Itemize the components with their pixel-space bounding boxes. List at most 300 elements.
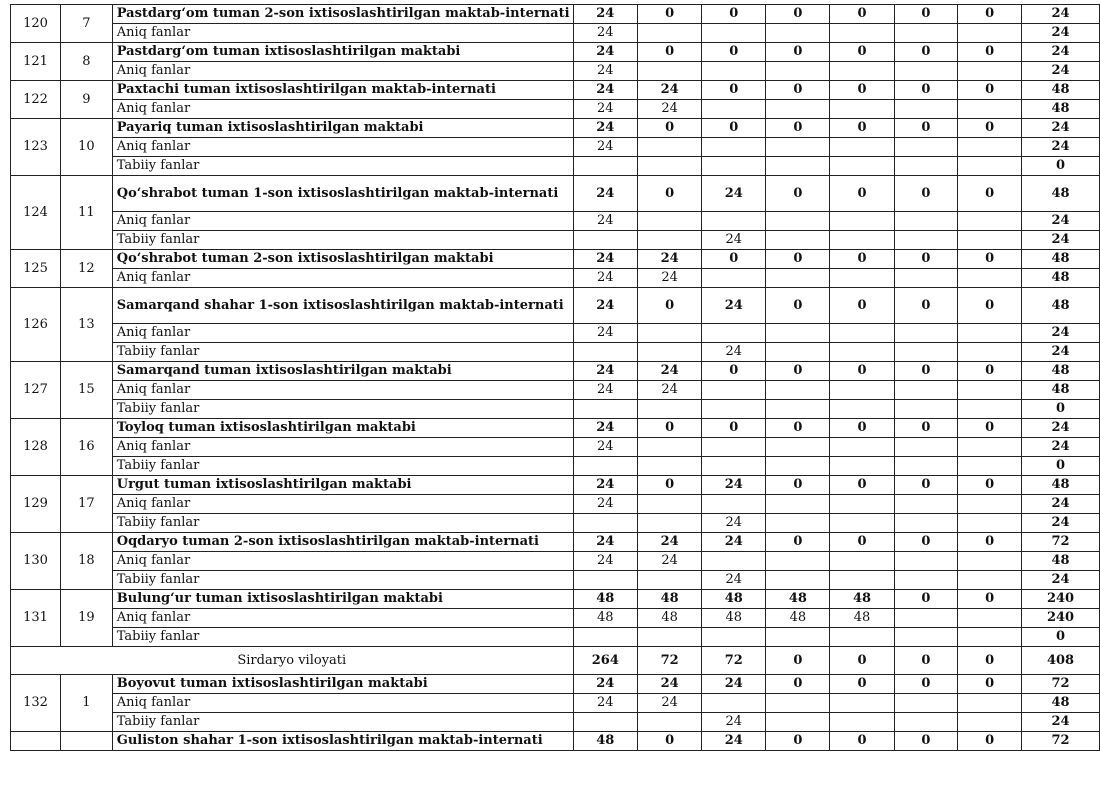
value-cell: 0 bbox=[1022, 457, 1100, 476]
value-cell: 48 bbox=[638, 590, 702, 609]
value-cell bbox=[830, 269, 894, 288]
value-cell: 0 bbox=[894, 362, 958, 381]
value-cell: 0 bbox=[830, 362, 894, 381]
value-cell bbox=[894, 212, 958, 231]
school-name: Guliston shahar 1-son ixtisoslashtirilgan maktab-internati bbox=[112, 732, 573, 751]
value-cell: 0 bbox=[830, 119, 894, 138]
row-sub-number: 19 bbox=[61, 590, 113, 647]
value-cell: 24 bbox=[1022, 495, 1100, 514]
value-cell: 0 bbox=[766, 362, 830, 381]
value-cell bbox=[766, 324, 830, 343]
school-name: Oqdaryo tuman 2-son ixtisoslashtirilgan maktab-internati bbox=[112, 533, 573, 552]
value-cell: 0 bbox=[702, 119, 766, 138]
value-cell: 48 bbox=[1022, 476, 1100, 495]
value-cell: 48 bbox=[830, 609, 894, 628]
value-cell bbox=[894, 713, 958, 732]
value-cell: 24 bbox=[638, 552, 702, 571]
row-sub-number: 17 bbox=[61, 476, 113, 533]
school-name: Payariq tuman ixtisoslashtirilgan maktabi bbox=[112, 119, 573, 138]
value-cell bbox=[638, 628, 702, 647]
detail-label: Tabiiy fanlar bbox=[112, 571, 573, 590]
value-cell: 24 bbox=[573, 495, 638, 514]
value-cell: 0 bbox=[702, 250, 766, 269]
value-cell: 24 bbox=[573, 675, 638, 694]
region-value-cell: 72 bbox=[638, 647, 702, 675]
detail-row bbox=[11, 694, 1100, 713]
value-cell bbox=[894, 400, 958, 419]
detail-label: Tabiiy fanlar bbox=[112, 628, 573, 647]
value-cell bbox=[958, 324, 1022, 343]
region-summary-row bbox=[11, 647, 1100, 675]
school-row bbox=[11, 250, 1100, 269]
value-cell bbox=[638, 157, 702, 176]
value-cell: 24 bbox=[573, 694, 638, 713]
value-cell: 0 bbox=[958, 533, 1022, 552]
value-cell bbox=[830, 457, 894, 476]
value-cell bbox=[830, 212, 894, 231]
school-name: Paxtachi tuman ixtisoslashtirilgan maktab-internati bbox=[112, 81, 573, 100]
value-cell bbox=[958, 157, 1022, 176]
value-cell: 24 bbox=[573, 81, 638, 100]
detail-label: Aniq fanlar bbox=[112, 324, 573, 343]
value-cell: 0 bbox=[702, 43, 766, 62]
value-cell: 24 bbox=[573, 43, 638, 62]
table-body bbox=[11, 5, 1100, 751]
row-number: 129 bbox=[11, 476, 61, 533]
detail-label: Aniq fanlar bbox=[112, 609, 573, 628]
value-cell bbox=[766, 269, 830, 288]
value-cell: 24 bbox=[573, 362, 638, 381]
schools-table bbox=[10, 4, 1100, 751]
value-cell: 0 bbox=[894, 590, 958, 609]
value-cell: 24 bbox=[1022, 713, 1100, 732]
value-cell bbox=[894, 381, 958, 400]
value-cell: 0 bbox=[766, 43, 830, 62]
detail-label: Aniq fanlar bbox=[112, 495, 573, 514]
value-cell: 0 bbox=[638, 732, 702, 751]
detail-row bbox=[11, 100, 1100, 119]
value-cell: 0 bbox=[766, 288, 830, 324]
value-cell bbox=[702, 495, 766, 514]
value-cell: 24 bbox=[1022, 438, 1100, 457]
value-cell bbox=[830, 438, 894, 457]
value-cell: 24 bbox=[573, 552, 638, 571]
row-sub-number bbox=[61, 732, 113, 751]
value-cell bbox=[830, 381, 894, 400]
value-cell: 48 bbox=[1022, 552, 1100, 571]
value-cell: 0 bbox=[958, 119, 1022, 138]
value-cell: 48 bbox=[638, 609, 702, 628]
value-cell: 24 bbox=[702, 476, 766, 495]
detail-label: Tabiiy fanlar bbox=[112, 231, 573, 250]
value-cell bbox=[894, 694, 958, 713]
value-cell: 24 bbox=[1022, 343, 1100, 362]
value-cell: 24 bbox=[573, 119, 638, 138]
school-row bbox=[11, 590, 1100, 609]
value-cell bbox=[894, 269, 958, 288]
value-cell bbox=[638, 457, 702, 476]
value-cell: 24 bbox=[702, 288, 766, 324]
value-cell bbox=[766, 400, 830, 419]
value-cell: 0 bbox=[830, 419, 894, 438]
value-cell: 0 bbox=[894, 119, 958, 138]
value-cell bbox=[638, 713, 702, 732]
region-value-cell: 0 bbox=[830, 647, 894, 675]
value-cell bbox=[894, 62, 958, 81]
value-cell bbox=[958, 495, 1022, 514]
value-cell bbox=[638, 343, 702, 362]
value-cell bbox=[766, 62, 830, 81]
value-cell: 48 bbox=[573, 732, 638, 751]
value-cell: 24 bbox=[573, 138, 638, 157]
value-cell: 24 bbox=[638, 675, 702, 694]
value-cell: 0 bbox=[1022, 157, 1100, 176]
row-number: 126 bbox=[11, 288, 61, 362]
detail-row bbox=[11, 324, 1100, 343]
value-cell bbox=[894, 609, 958, 628]
row-sub-number: 9 bbox=[61, 81, 113, 119]
value-cell: 0 bbox=[894, 732, 958, 751]
value-cell bbox=[702, 552, 766, 571]
value-cell bbox=[830, 514, 894, 533]
value-cell bbox=[830, 24, 894, 43]
value-cell: 24 bbox=[573, 476, 638, 495]
value-cell bbox=[702, 694, 766, 713]
value-cell: 48 bbox=[702, 609, 766, 628]
value-cell: 0 bbox=[638, 288, 702, 324]
value-cell: 0 bbox=[766, 476, 830, 495]
value-cell: 24 bbox=[573, 269, 638, 288]
value-cell: 0 bbox=[1022, 400, 1100, 419]
value-cell bbox=[894, 231, 958, 250]
detail-label: Aniq fanlar bbox=[112, 138, 573, 157]
school-name: Qo‘shrabot tuman 1-son ixtisoslashtirilgan maktab-internati bbox=[112, 176, 573, 212]
detail-row bbox=[11, 212, 1100, 231]
value-cell bbox=[702, 628, 766, 647]
value-cell: 0 bbox=[766, 176, 830, 212]
detail-label: Tabiiy fanlar bbox=[112, 514, 573, 533]
detail-row bbox=[11, 269, 1100, 288]
value-cell bbox=[894, 571, 958, 590]
value-cell bbox=[894, 438, 958, 457]
school-name: Pastdarg‘om tuman 2-son ixtisoslashtirilgan maktab-internati bbox=[112, 5, 573, 24]
value-cell: 72 bbox=[1022, 675, 1100, 694]
value-cell bbox=[638, 571, 702, 590]
value-cell bbox=[958, 212, 1022, 231]
school-row bbox=[11, 419, 1100, 438]
school-row bbox=[11, 43, 1100, 62]
value-cell: 24 bbox=[573, 176, 638, 212]
region-value-cell: 0 bbox=[958, 647, 1022, 675]
detail-row bbox=[11, 381, 1100, 400]
value-cell: 0 bbox=[958, 5, 1022, 24]
value-cell bbox=[958, 381, 1022, 400]
value-cell: 24 bbox=[702, 713, 766, 732]
value-cell bbox=[638, 400, 702, 419]
value-cell bbox=[958, 571, 1022, 590]
value-cell bbox=[702, 381, 766, 400]
value-cell bbox=[830, 694, 894, 713]
value-cell bbox=[958, 457, 1022, 476]
value-cell: 24 bbox=[638, 694, 702, 713]
value-cell: 0 bbox=[766, 533, 830, 552]
value-cell: 48 bbox=[1022, 288, 1100, 324]
value-cell bbox=[766, 628, 830, 647]
school-row bbox=[11, 476, 1100, 495]
value-cell: 24 bbox=[1022, 5, 1100, 24]
value-cell: 24 bbox=[573, 24, 638, 43]
value-cell bbox=[766, 157, 830, 176]
value-cell bbox=[830, 231, 894, 250]
value-cell: 72 bbox=[1022, 533, 1100, 552]
value-cell bbox=[766, 694, 830, 713]
data-table-sheet bbox=[10, 4, 1100, 751]
value-cell bbox=[894, 495, 958, 514]
school-name: Samarqand tuman ixtisoslashtirilgan maktabi bbox=[112, 362, 573, 381]
row-number: 127 bbox=[11, 362, 61, 419]
value-cell: 24 bbox=[573, 288, 638, 324]
value-cell: 0 bbox=[638, 119, 702, 138]
value-cell: 24 bbox=[1022, 62, 1100, 81]
value-cell: 0 bbox=[958, 43, 1022, 62]
school-name: Toyloq tuman ixtisoslashtirilgan maktabi bbox=[112, 419, 573, 438]
value-cell bbox=[894, 138, 958, 157]
value-cell: 0 bbox=[894, 675, 958, 694]
value-cell: 24 bbox=[702, 732, 766, 751]
value-cell: 0 bbox=[830, 43, 894, 62]
value-cell bbox=[830, 138, 894, 157]
detail-row bbox=[11, 628, 1100, 647]
value-cell: 24 bbox=[702, 231, 766, 250]
value-cell bbox=[638, 495, 702, 514]
value-cell: 24 bbox=[573, 324, 638, 343]
value-cell: 0 bbox=[830, 176, 894, 212]
value-cell: 24 bbox=[702, 343, 766, 362]
detail-label: Aniq fanlar bbox=[112, 24, 573, 43]
value-cell: 24 bbox=[638, 100, 702, 119]
value-cell bbox=[894, 343, 958, 362]
value-cell: 0 bbox=[830, 476, 894, 495]
value-cell: 0 bbox=[894, 43, 958, 62]
value-cell: 0 bbox=[958, 419, 1022, 438]
row-number: 131 bbox=[11, 590, 61, 647]
detail-row bbox=[11, 571, 1100, 590]
value-cell: 48 bbox=[573, 590, 638, 609]
value-cell: 0 bbox=[638, 476, 702, 495]
value-cell: 24 bbox=[702, 571, 766, 590]
region-value-cell: 72 bbox=[702, 647, 766, 675]
value-cell: 24 bbox=[638, 362, 702, 381]
value-cell: 24 bbox=[638, 269, 702, 288]
value-cell bbox=[958, 400, 1022, 419]
value-cell bbox=[958, 62, 1022, 81]
school-name: Boyovut tuman ixtisoslashtirilgan maktabi bbox=[112, 675, 573, 694]
value-cell bbox=[766, 495, 830, 514]
value-cell bbox=[958, 713, 1022, 732]
value-cell: 24 bbox=[573, 212, 638, 231]
value-cell bbox=[638, 62, 702, 81]
row-number: 122 bbox=[11, 81, 61, 119]
detail-row bbox=[11, 514, 1100, 533]
value-cell bbox=[830, 100, 894, 119]
value-cell: 0 bbox=[958, 675, 1022, 694]
school-name: Bulung‘ur tuman ixtisoslashtirilgan maktabi bbox=[112, 590, 573, 609]
detail-label: Aniq fanlar bbox=[112, 212, 573, 231]
row-number: 124 bbox=[11, 176, 61, 250]
value-cell bbox=[766, 552, 830, 571]
value-cell bbox=[766, 381, 830, 400]
value-cell: 0 bbox=[702, 419, 766, 438]
value-cell: 240 bbox=[1022, 609, 1100, 628]
row-number: 130 bbox=[11, 533, 61, 590]
value-cell: 48 bbox=[1022, 694, 1100, 713]
school-name: Urgut tuman ixtisoslashtirilgan maktabi bbox=[112, 476, 573, 495]
value-cell: 24 bbox=[702, 533, 766, 552]
value-cell: 24 bbox=[573, 250, 638, 269]
value-cell bbox=[766, 138, 830, 157]
value-cell bbox=[894, 24, 958, 43]
school-name: Qo‘shrabot tuman 2-son ixtisoslashtirilgan maktabi bbox=[112, 250, 573, 269]
detail-row bbox=[11, 231, 1100, 250]
value-cell: 24 bbox=[573, 381, 638, 400]
value-cell bbox=[573, 231, 638, 250]
value-cell: 24 bbox=[702, 514, 766, 533]
school-name: Samarqand shahar 1-son ixtisoslashtirilgan maktab-internati bbox=[112, 288, 573, 324]
value-cell bbox=[702, 457, 766, 476]
value-cell bbox=[702, 138, 766, 157]
value-cell bbox=[766, 713, 830, 732]
value-cell bbox=[894, 514, 958, 533]
value-cell: 0 bbox=[702, 5, 766, 24]
value-cell: 0 bbox=[638, 176, 702, 212]
value-cell: 48 bbox=[1022, 81, 1100, 100]
value-cell bbox=[702, 269, 766, 288]
detail-row bbox=[11, 438, 1100, 457]
value-cell: 48 bbox=[1022, 381, 1100, 400]
value-cell bbox=[573, 628, 638, 647]
value-cell: 24 bbox=[573, 62, 638, 81]
value-cell bbox=[766, 571, 830, 590]
value-cell: 0 bbox=[766, 675, 830, 694]
detail-label: Aniq fanlar bbox=[112, 100, 573, 119]
value-cell bbox=[958, 269, 1022, 288]
row-number bbox=[11, 732, 61, 751]
value-cell bbox=[894, 157, 958, 176]
value-cell bbox=[638, 324, 702, 343]
value-cell: 0 bbox=[638, 43, 702, 62]
value-cell: 0 bbox=[766, 119, 830, 138]
value-cell bbox=[573, 343, 638, 362]
value-cell: 0 bbox=[830, 5, 894, 24]
detail-label: Aniq fanlar bbox=[112, 438, 573, 457]
value-cell bbox=[830, 400, 894, 419]
detail-label: Aniq fanlar bbox=[112, 694, 573, 713]
detail-label: Tabiiy fanlar bbox=[112, 713, 573, 732]
value-cell: 0 bbox=[958, 476, 1022, 495]
value-cell bbox=[638, 231, 702, 250]
value-cell bbox=[830, 628, 894, 647]
value-cell: 0 bbox=[958, 176, 1022, 212]
value-cell: 0 bbox=[894, 533, 958, 552]
value-cell: 24 bbox=[573, 533, 638, 552]
row-sub-number: 12 bbox=[61, 250, 113, 288]
value-cell bbox=[638, 438, 702, 457]
region-value-cell: 408 bbox=[1022, 647, 1100, 675]
value-cell: 240 bbox=[1022, 590, 1100, 609]
value-cell bbox=[958, 231, 1022, 250]
value-cell: 0 bbox=[958, 362, 1022, 381]
row-sub-number: 16 bbox=[61, 419, 113, 476]
value-cell: 0 bbox=[830, 533, 894, 552]
value-cell bbox=[702, 324, 766, 343]
value-cell: 0 bbox=[766, 250, 830, 269]
school-row bbox=[11, 732, 1100, 751]
value-cell: 24 bbox=[638, 81, 702, 100]
value-cell bbox=[894, 628, 958, 647]
row-sub-number: 11 bbox=[61, 176, 113, 250]
row-sub-number: 8 bbox=[61, 43, 113, 81]
row-sub-number: 10 bbox=[61, 119, 113, 176]
value-cell: 0 bbox=[830, 675, 894, 694]
value-cell bbox=[702, 100, 766, 119]
value-cell bbox=[830, 324, 894, 343]
value-cell bbox=[702, 400, 766, 419]
value-cell bbox=[830, 571, 894, 590]
value-cell: 24 bbox=[573, 100, 638, 119]
detail-row bbox=[11, 62, 1100, 81]
value-cell: 48 bbox=[1022, 250, 1100, 269]
value-cell: 24 bbox=[638, 381, 702, 400]
value-cell: 0 bbox=[958, 288, 1022, 324]
value-cell bbox=[766, 212, 830, 231]
school-row bbox=[11, 81, 1100, 100]
value-cell: 24 bbox=[702, 675, 766, 694]
value-cell bbox=[573, 713, 638, 732]
value-cell: 48 bbox=[766, 609, 830, 628]
row-number: 123 bbox=[11, 119, 61, 176]
region-value-cell: 0 bbox=[766, 647, 830, 675]
detail-row bbox=[11, 552, 1100, 571]
row-sub-number: 1 bbox=[61, 675, 113, 732]
value-cell bbox=[702, 24, 766, 43]
value-cell: 0 bbox=[830, 732, 894, 751]
value-cell bbox=[573, 571, 638, 590]
value-cell bbox=[702, 62, 766, 81]
value-cell: 0 bbox=[894, 288, 958, 324]
value-cell: 48 bbox=[1022, 176, 1100, 212]
value-cell: 0 bbox=[830, 250, 894, 269]
value-cell bbox=[766, 514, 830, 533]
value-cell bbox=[830, 552, 894, 571]
school-row bbox=[11, 362, 1100, 381]
detail-row bbox=[11, 713, 1100, 732]
value-cell bbox=[958, 514, 1022, 533]
value-cell bbox=[830, 343, 894, 362]
value-cell: 24 bbox=[638, 250, 702, 269]
region-name: Sirdaryo viloyati bbox=[11, 647, 574, 675]
school-name: Pastdarg‘om tuman ixtisoslashtirilgan maktabi bbox=[112, 43, 573, 62]
value-cell bbox=[958, 24, 1022, 43]
value-cell: 48 bbox=[1022, 100, 1100, 119]
value-cell: 48 bbox=[1022, 269, 1100, 288]
detail-row bbox=[11, 24, 1100, 43]
value-cell bbox=[766, 343, 830, 362]
value-cell: 0 bbox=[958, 590, 1022, 609]
value-cell bbox=[958, 438, 1022, 457]
value-cell bbox=[702, 438, 766, 457]
detail-row bbox=[11, 157, 1100, 176]
value-cell: 24 bbox=[702, 176, 766, 212]
